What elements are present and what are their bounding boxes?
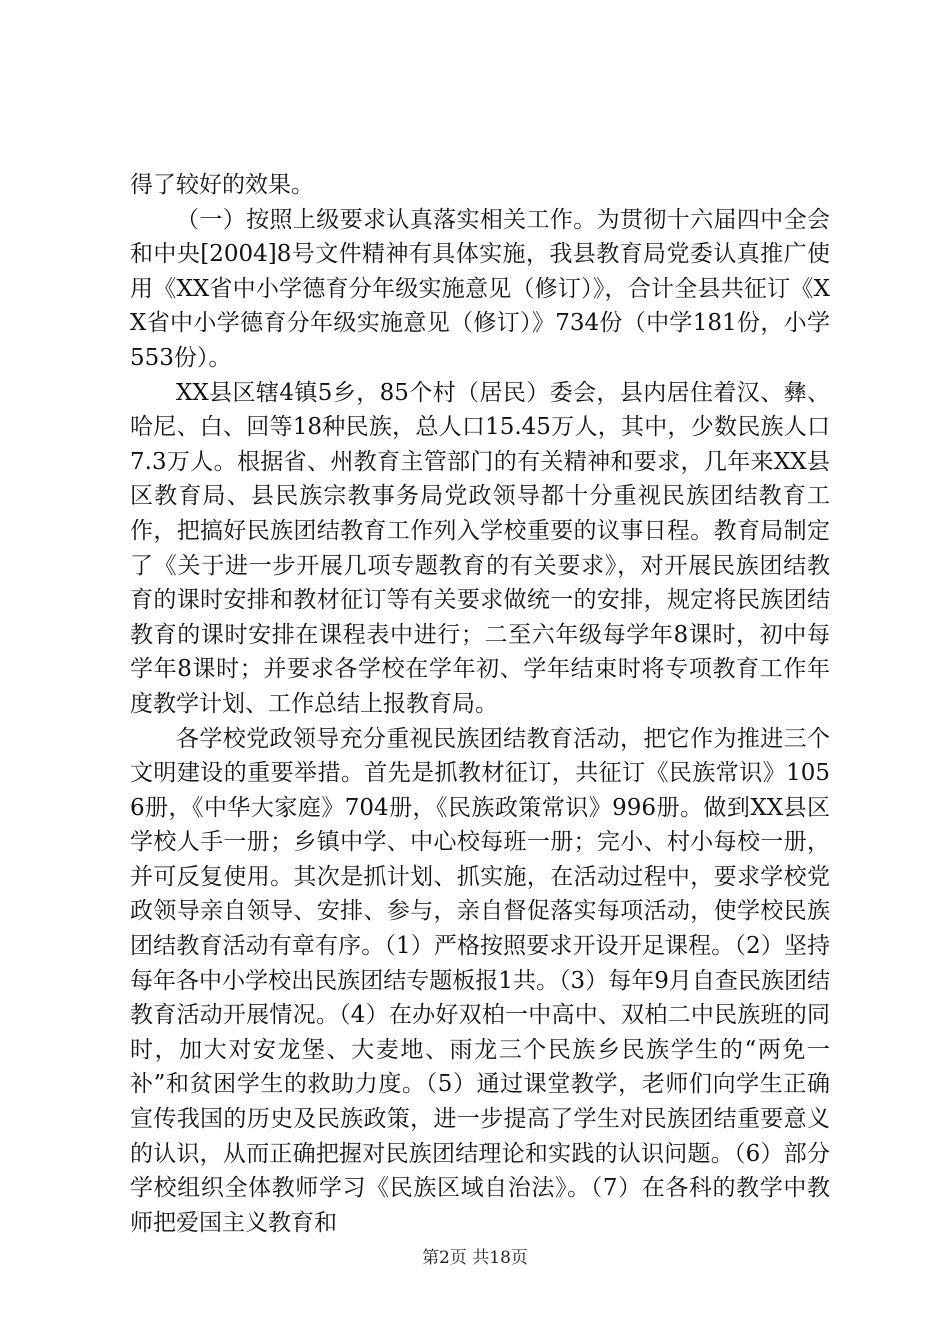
paragraph-implementation: （一）按照上级要求认真落实相关工作。为贯彻十六届四中全会和中央[2004]8号文件精神有具体实施，我县教育局党委认真推广使用《XX省中小学德育分年级实施意见（修订）》，合计全县共征订《XX省中小学德育分年级实施意见（修订）》734份（中学181份，小学553份）。 [130,206,830,371]
paragraph-school-activities: 各学校党政领导充分重视民族团结教育活动，把它作为推进三个文明建设的重要举措。首先是抓教材征订，共征订《民族常识》1056册，《中华大家庭》704册，《民族政策常识》996册。做到XX县区学校人手一册；乡镇中学、中心校每班一册；完小、村小每校一册，并可反复使用。其次是抓计划、抓实施，在活动过程中，要求学校党政领导亲自领导、安排、参与，亲自督促落实每项活动，使学校民族团结教育活动有章有序。（1）严格按照要求开设开足课程。（2）坚持每年各中小学校出民族团结专题板报1共。（3）每年9月自查民族团结教育活动开展情况。（4）在办好双柏一中高中、双柏二中民族班的同时，加大对安龙堡、大麦地、雨龙三个民族乡民族学生的“两免一补”和贫困学生的救助力度。（5）通过课堂教学，老师们向学生正确宣传我国的历史及民族政策，进一步提高了学生对民族团结重要意义的认识，从而正确把握对民族团结理论和实践的认识问题。（6）部分学校组织全体教师学习《民族区域自治法》。（7）在各科的教学中教师把爱国主义教育和 [130,725,830,1236]
document-body [130,168,830,1240]
paragraph-continuation: 得了较好的效果。 [130,172,314,198]
page-number-footer: 第2页 共18页 [422,1248,528,1268]
paragraph-county-overview: XX县区辖4镇5乡，85个村（居民）委会，县内居住着汉、彝、哈尼、白、回等18种民族，总人口15.45万人，其中，少数民族人口7.3万人。根据省、州教育主管部门的有关精神和要求，几年来XX县区教育局、县民族宗教事务局党政领导都十分重视民族团结教育工作，把搞好民族团结教育工作列入学校重要的议事日程。教育局制定了《关于进一步开展几项专题教育的有关要求》，对开展民族团结教育的课时安排和教材征订等有关要求做统一的安排，规定将民族团结教育的课时安排在课程表中进行；二至六年级每学年8课时，初中每学年8课时；并要求各学校在学年初、学年结束时将专项教育工作年度教学计划、工作总结上报教育局。 [130,379,830,717]
